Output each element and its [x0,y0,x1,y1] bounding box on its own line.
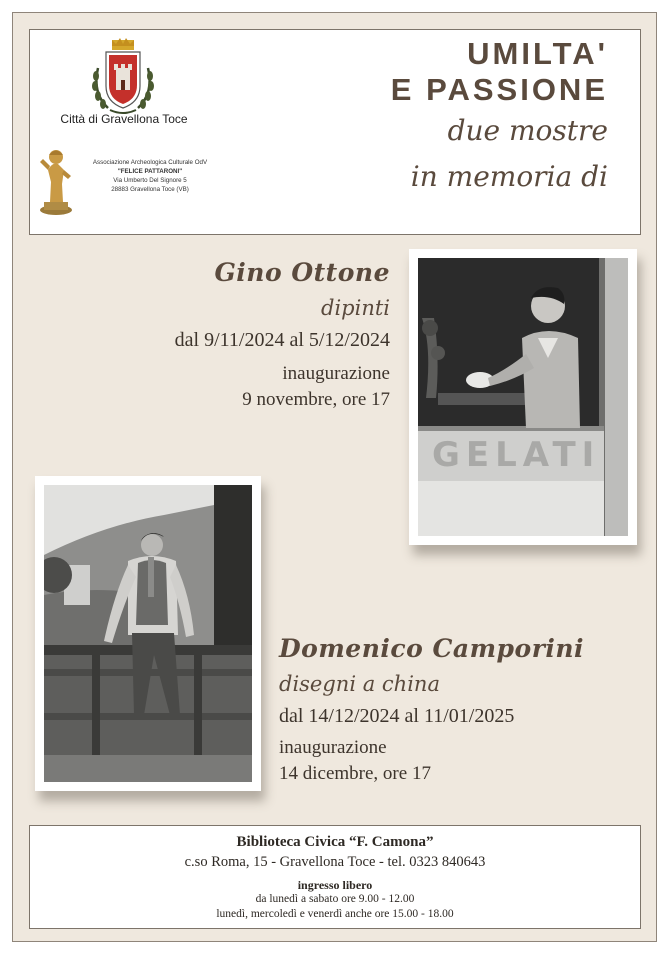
header-panel [29,29,641,235]
opening-hours-weekdays: da lunedì a sabato ore 9.00 - 12.00 [255,893,415,905]
footer-panel [29,825,641,929]
title-line-2: E PASSIONE [390,72,608,107]
exhibit-dates: dal 14/12/2024 al 11/01/2025 [279,705,515,727]
city-name: Città di Gravellona Toce [60,112,188,126]
exhibit-domenico-camporini [279,631,584,787]
photo-domenico-camporini [35,476,261,791]
library-address: c.so Roma, 15 - Gravellona Toce - tel. 0323 840643 [184,854,486,870]
subtitle-line-2: in memoria di [410,160,608,193]
poster [12,12,657,942]
opening-hours-afternoon: lunedì, mercoledì e venerdì anche ore 15.00 - 18.00 [216,908,454,920]
technique: disegni a china [279,672,440,696]
photo-gino-ottone [409,249,637,545]
association-address-city: 28883 Gravellona Toce (VB) [111,186,189,193]
gelateria-photo-image [418,258,628,536]
inauguration-label: inaugurazione [282,363,390,384]
artist-name: Domenico Camporini [279,634,585,663]
title-block [391,36,608,200]
exhibit-dates: dal 9/11/2024 al 5/12/2024 [174,329,390,351]
bridge-portrait-image [44,485,252,782]
city-crest-icon [88,38,158,118]
exhibit-gino-ottone [175,255,390,413]
association-name: "FELICE PATTARONI" [117,168,183,175]
title-line-1: UMILTA' [467,36,608,71]
inauguration-date: 14 dicembre, ore 17 [279,763,431,784]
inauguration-label: inaugurazione [279,737,387,758]
association-info [76,158,224,194]
technique: dipinti [321,296,390,320]
subtitle-line-1: due mostre [447,114,608,147]
statue-logo-icon [38,140,74,216]
entry-info: ingresso libero [297,878,373,892]
association-line: Associazione Archeologica Culturale OdV [92,159,208,166]
artist-name: Gino Ottone [214,258,390,287]
gelati-sign: GELATI [432,435,601,475]
library-name: Biblioteca Civica “F. Camona” [236,834,434,850]
inauguration-date: 9 novembre, ore 17 [242,389,390,410]
association-address-street: Via Umberto Del Signore 5 [113,177,187,184]
